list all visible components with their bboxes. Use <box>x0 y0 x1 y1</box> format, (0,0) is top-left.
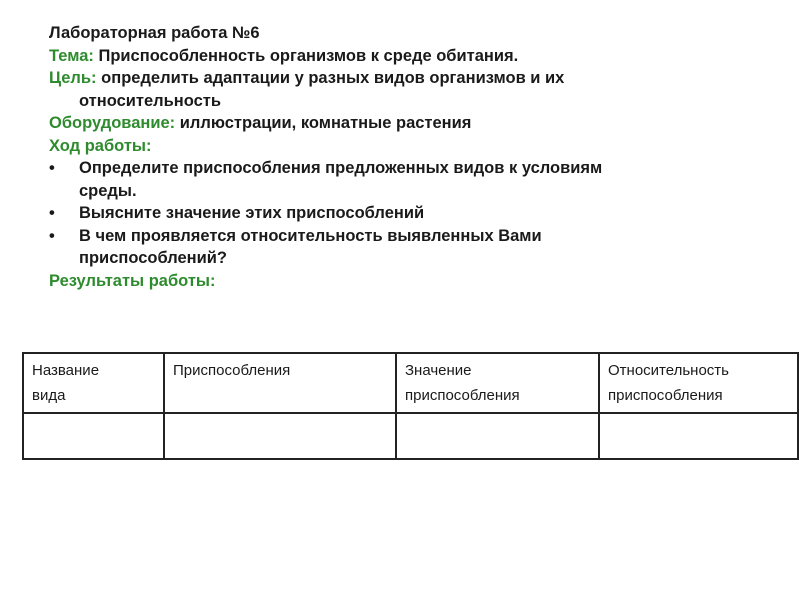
lab-text <box>49 22 749 292</box>
table-row <box>23 413 798 459</box>
column-header-significance: Значение приспособления <box>396 353 599 413</box>
bullet-icon: • <box>49 226 55 245</box>
results-table <box>22 352 799 460</box>
table-cell[interactable] <box>396 413 599 459</box>
equipment-text: иллюстрации, комнатные растения <box>175 114 472 132</box>
topic-label: Тема: <box>49 46 94 65</box>
procedure-step <box>49 157 749 202</box>
goal-text-continued: относительность <box>79 91 222 110</box>
goal-text: определить адаптации у разных видов организмов и их <box>96 69 565 87</box>
table-cell[interactable] <box>599 413 798 459</box>
procedure-step <box>49 225 749 270</box>
step-text-continued: среды. <box>79 181 137 200</box>
topic-text: Приспособленность организмов к среде обитания. <box>93 46 519 65</box>
equipment-line <box>49 112 749 135</box>
table-cell[interactable] <box>164 413 396 459</box>
lab-title: Лабораторная работа №6 <box>49 24 260 42</box>
column-header-relativity: Относительность приспособления <box>599 353 798 413</box>
step-text: Определите приспособления предложенных видов к условиям <box>79 159 603 177</box>
step-text: В чем проявляется относительность выявленных Вами <box>79 226 542 245</box>
bullet-icon: • <box>49 204 55 222</box>
table-header-row <box>23 353 798 413</box>
bullet-icon: • <box>49 159 55 177</box>
results-heading: Результаты работы: <box>49 271 216 290</box>
procedure-heading: Ход работы: <box>49 136 152 155</box>
goal-line <box>49 67 749 90</box>
procedure-step <box>49 202 749 225</box>
step-text: Выясните значение этих приспособлений <box>79 204 425 222</box>
column-header-adaptations: Приспособления <box>164 353 396 413</box>
equipment-label: Оборудование: <box>49 114 176 132</box>
goal-label: Цель: <box>49 69 97 87</box>
topic-line <box>49 45 749 68</box>
table-cell[interactable] <box>23 413 164 459</box>
step-text-continued: приспособлений? <box>79 249 228 267</box>
procedure-steps <box>49 157 749 270</box>
column-header-species: Название вида <box>23 353 164 413</box>
